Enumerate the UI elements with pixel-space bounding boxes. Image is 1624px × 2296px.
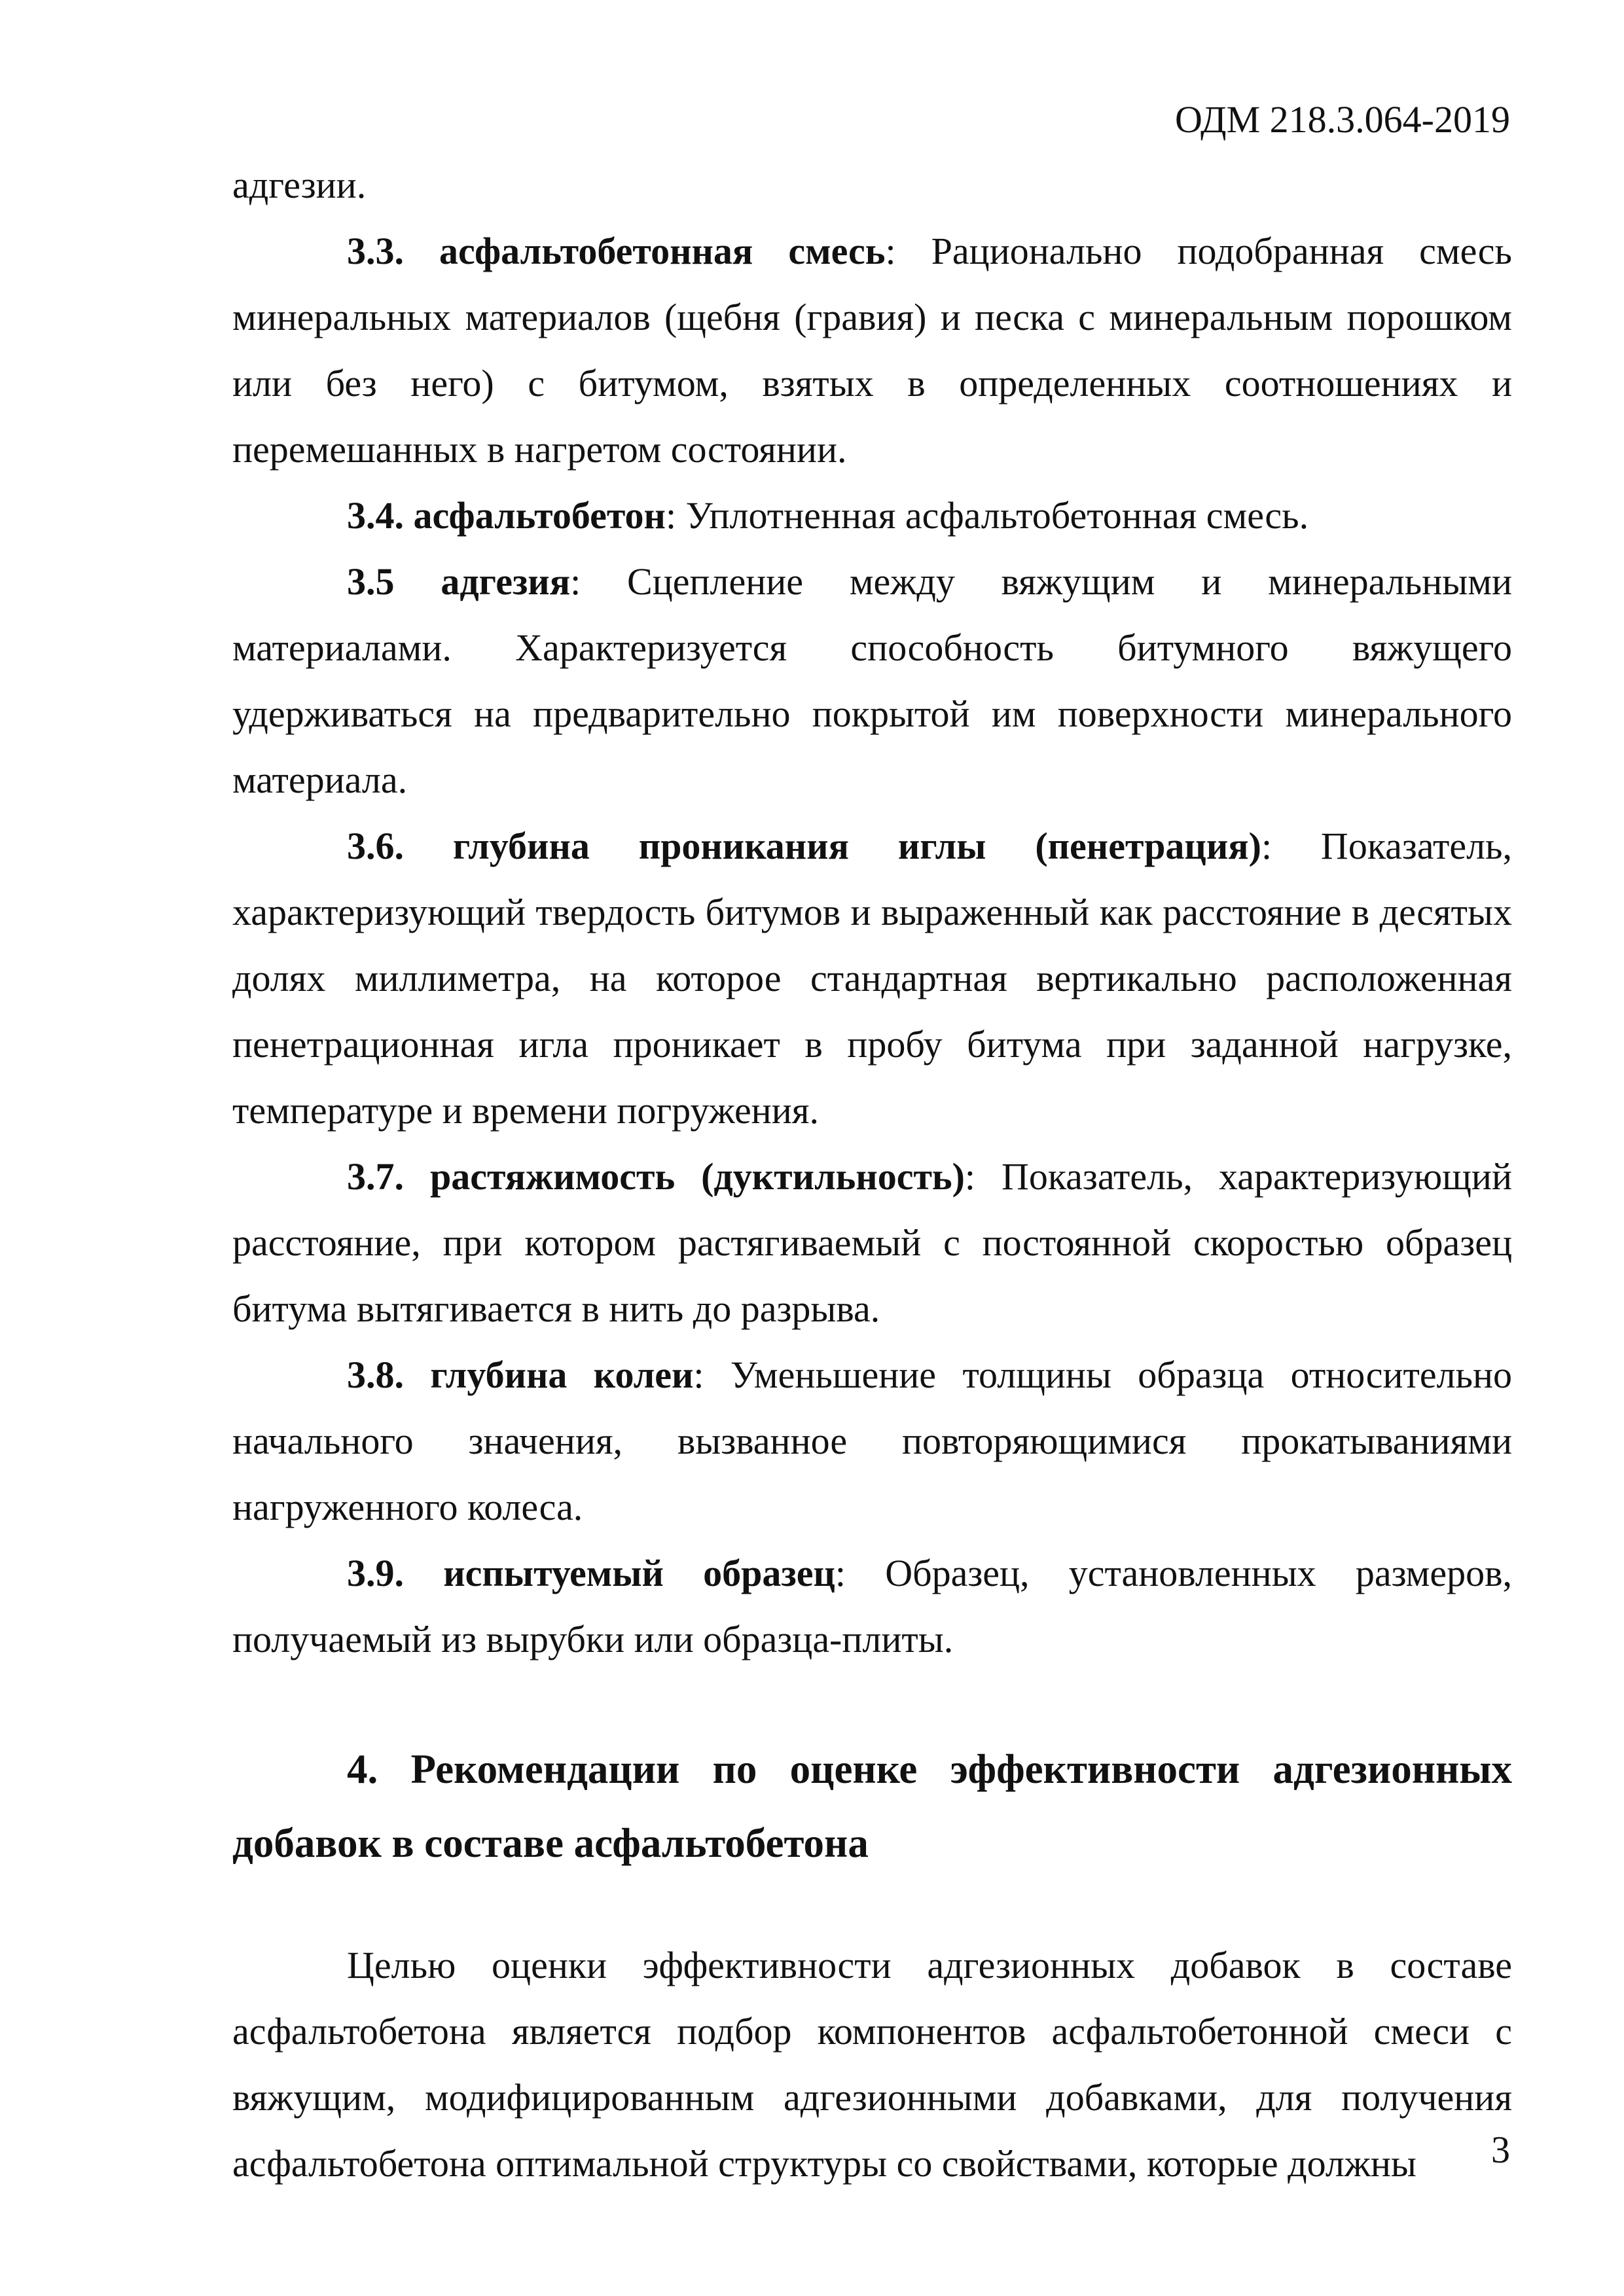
page-number: 3	[1491, 2128, 1510, 2171]
definition-separator: :	[964, 1155, 976, 1198]
continuation-text: адгезии.	[232, 164, 367, 206]
section-paragraph: Целью оценки эффективности адгезионных добавок в составе асфальтобетона является подбор компонентов асфальтобетонной смеси с вяжущим, модифицированным адгезионными добавками, для получения асфальтобетона оптимальной структуры со свойствами, которые должны	[232, 1944, 1512, 2185]
section-heading: 4. Рекомендации по оценке эффективности адгезионных добавок в составе асфальтобетона	[232, 1746, 1512, 1866]
definition-term: асфальтобетон	[413, 494, 666, 537]
definition-number: 3.3.	[347, 230, 404, 272]
definition-text: Рационально подобранная смесь минеральных материалов (щебня (гравия) и песка с минеральным порошком или без него) с битумом, взятых в определенных соотношениях и перемешанных в нагретом состоянии.	[232, 230, 1513, 471]
definition-number: 3.5	[347, 560, 395, 603]
page-content	[232, 152, 1512, 2197]
definition-term: растяжимость (дуктильность)	[429, 1155, 965, 1198]
definition-term: адгезия	[441, 560, 571, 603]
definition-separator: :	[665, 494, 677, 537]
definition-term: испытуемый образец	[443, 1552, 835, 1594]
definition-3-7	[232, 1143, 1512, 1342]
definition-term: асфальтобетонная смесь	[439, 230, 886, 272]
definition-3-5	[232, 548, 1512, 813]
definition-3-3	[232, 218, 1512, 482]
definition-separator: :	[570, 560, 581, 603]
definition-3-9	[232, 1540, 1512, 1672]
definition-separator: :	[885, 230, 896, 272]
definition-separator: :	[835, 1552, 846, 1594]
definition-number: 3.8.	[347, 1354, 404, 1396]
definition-separator: :	[1261, 825, 1272, 867]
definition-text: Сцепление между вяжущим и минеральными материалами. Характеризуется способность битумного вяжущего удерживаться на предварительно покрытой им поверхности минерального материала.	[232, 560, 1513, 801]
definition-separator: :	[693, 1354, 704, 1396]
definition-text: Уменьшение толщины образца относительно начального значения, вызванное повторяющимися прокатываниями нагруженного колеса.	[232, 1354, 1513, 1528]
definition-3-8	[232, 1342, 1512, 1540]
definition-text: Показатель, характеризующий твердость битумов и выраженный как расстояние в десятых долях миллиметра, на которое стандартная вертикально расположенная пенетрационная игла проникает в пробу битума при заданной нагрузке, температуре и времени погружения.	[232, 825, 1512, 1132]
definition-number: 3.4.	[347, 494, 404, 537]
definition-3-4	[232, 482, 1512, 548]
definition-number: 3.7.	[347, 1155, 404, 1198]
definition-number: 3.9.	[347, 1552, 404, 1594]
definition-3-6	[232, 813, 1512, 1143]
definition-text: Образец, установленных размеров, получаемый из вырубки или образца-плиты.	[232, 1552, 1513, 1660]
definition-number: 3.6.	[347, 825, 404, 867]
document-code: ОДМ 218.3.064-2019	[1175, 98, 1510, 141]
definition-term: глубина колеи	[430, 1354, 694, 1396]
definition-text: Уплотненная асфальтобетонная смесь.	[676, 494, 1309, 537]
definition-term: глубина проникания иглы (пенетрация)	[452, 825, 1261, 867]
definition-text: Показатель, характеризующий расстояние, при котором растягиваемый с постоянной скоростью образец битума вытягивается в нить до разрыва.	[232, 1155, 1512, 1330]
